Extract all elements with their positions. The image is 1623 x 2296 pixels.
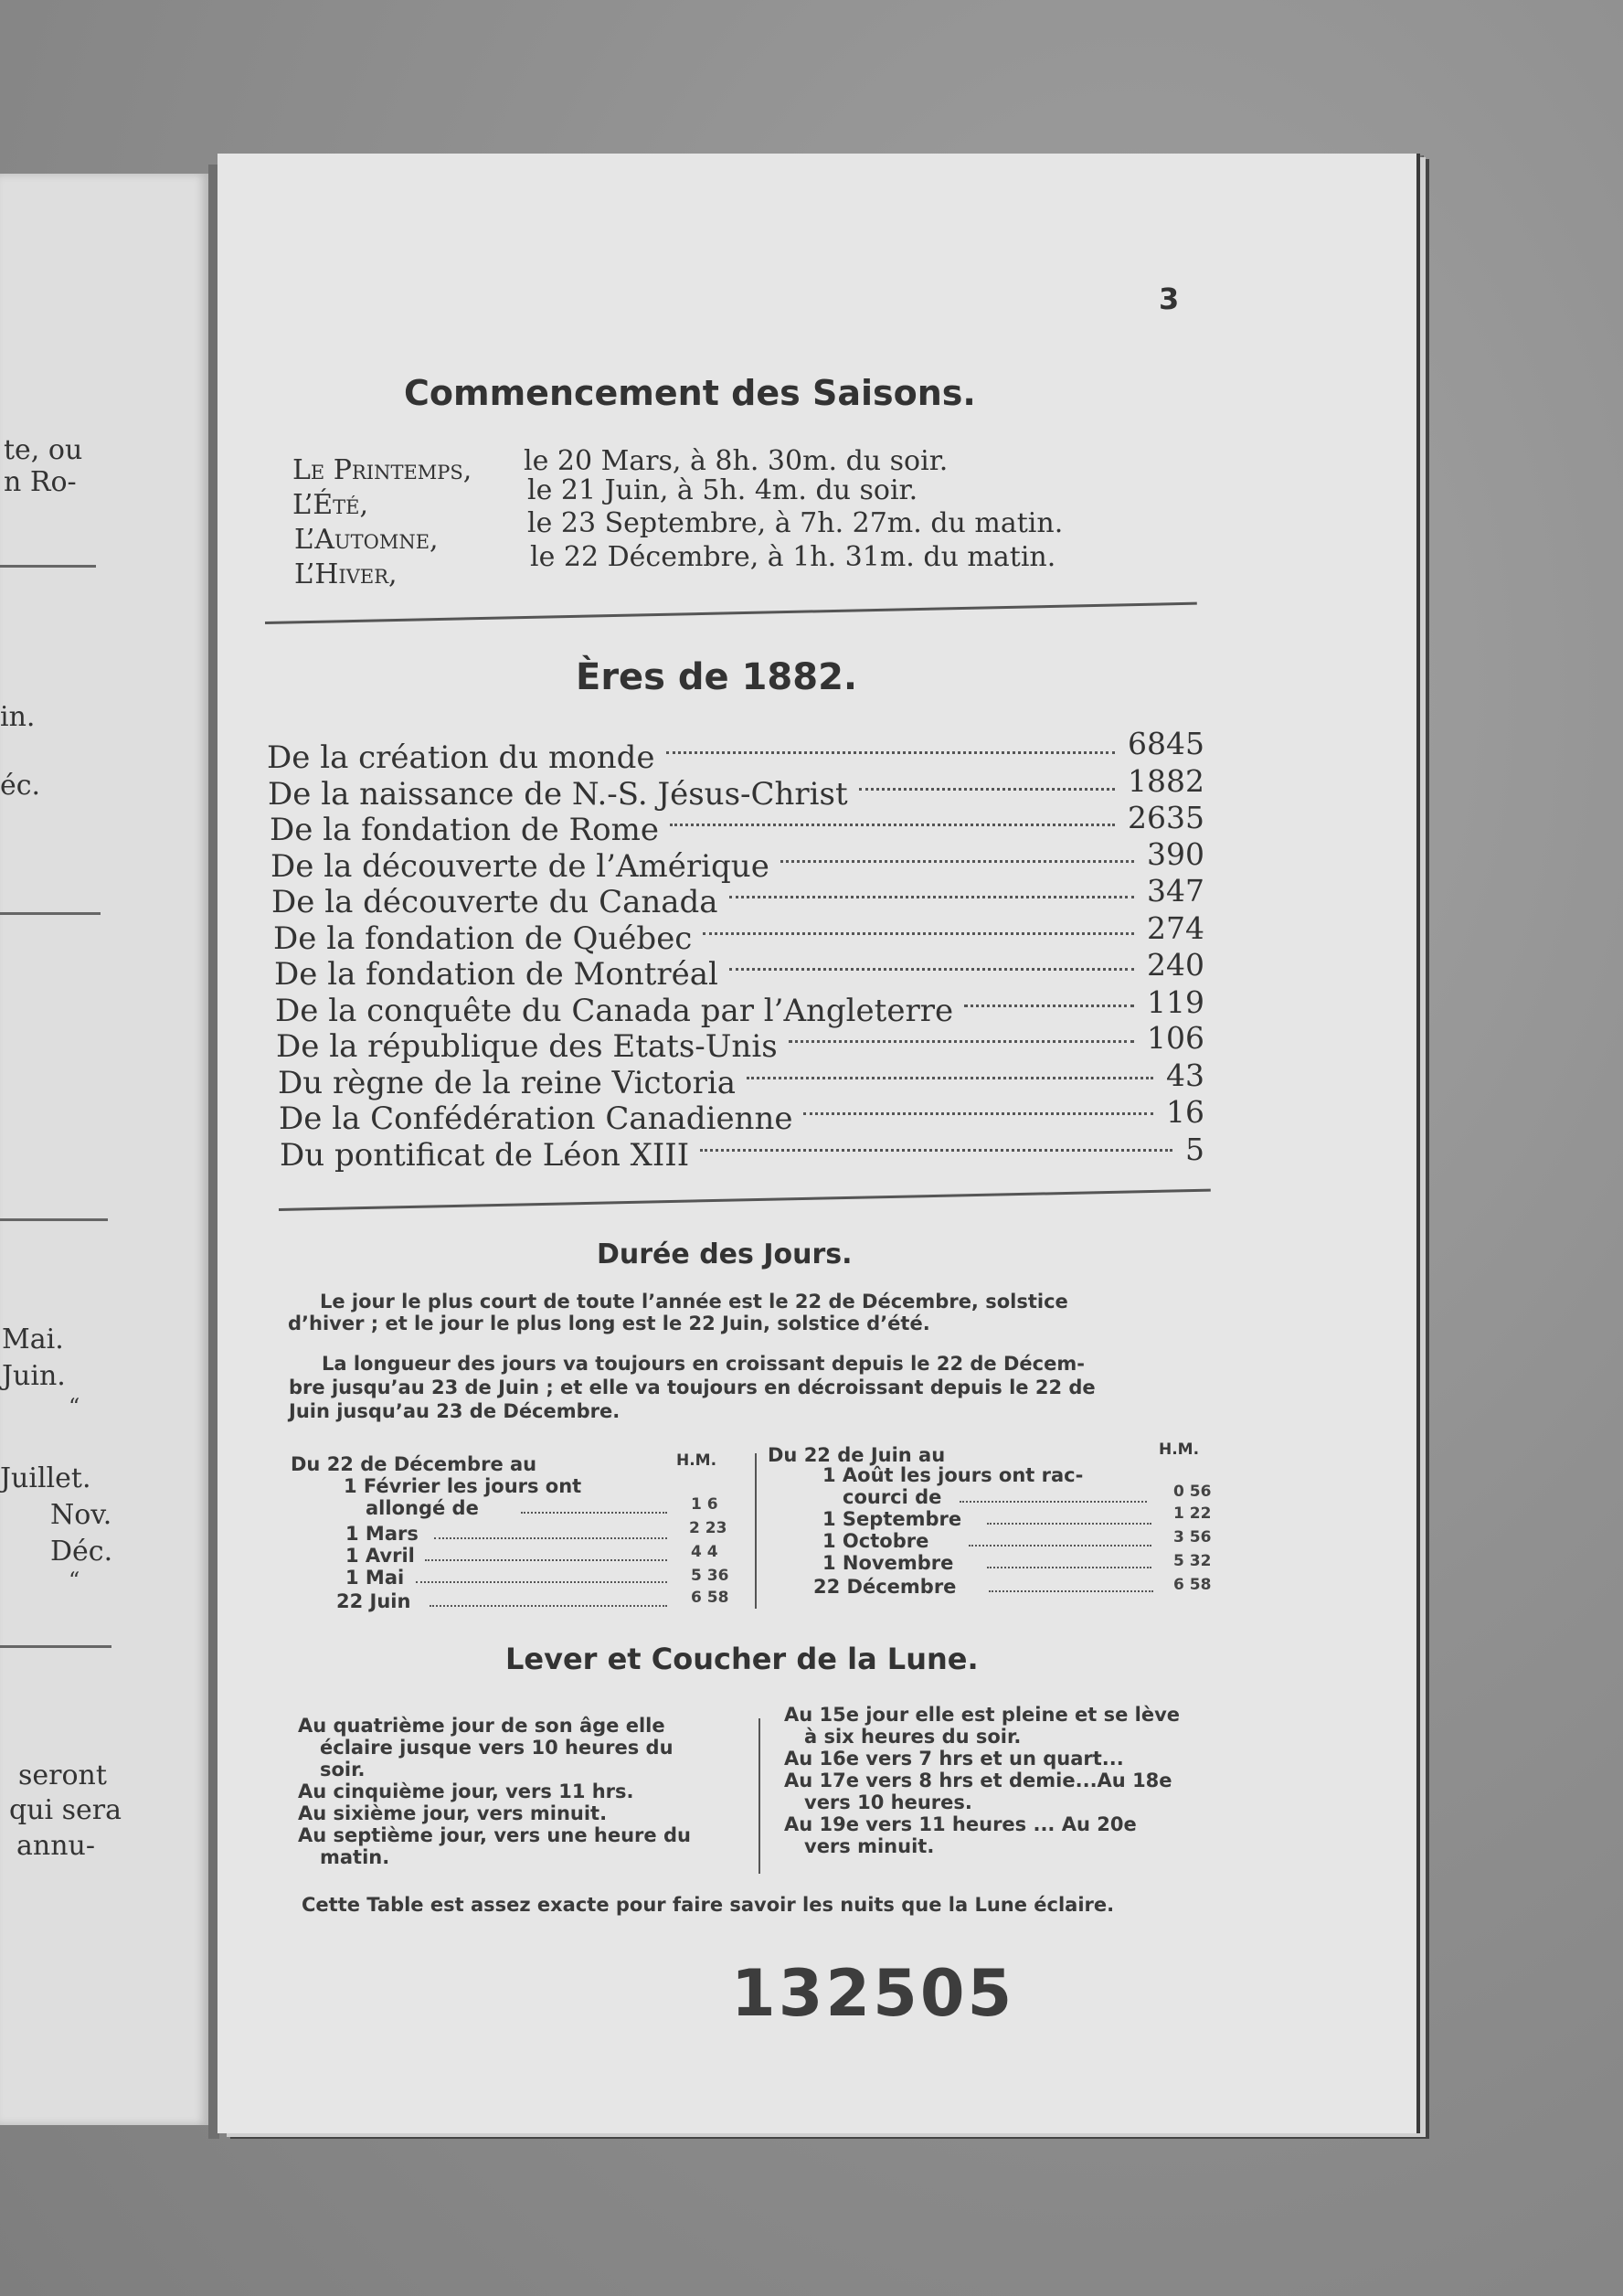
moon-left-line: Au sixième jour, vers minuit. [298,1802,608,1824]
left-page-fragment: seront [18,1759,107,1791]
stamp-number: 132505 [731,1956,1015,2031]
left-page-rule [0,1645,111,1648]
moon-left-line: éclaire jusque vers 10 heures du [320,1737,674,1759]
season-name: L’Hiver, [294,558,398,590]
season-date: le 21 Juin, à 5h. 4m. du soir. [527,474,918,506]
season-date: le 22 Décembre, à 1h. 31m. du matin. [530,541,1056,573]
days-paragraph-line: d’hiver ; et le jour le plus long est le 22 Juin, solstice d’été. [288,1313,930,1334]
left-table-sub: allongé de [366,1497,479,1519]
era-value: 106 [1147,1020,1204,1056]
era-label: De la création du monde [267,739,655,776]
moon-right-line: à six heures du soir. [804,1726,1022,1748]
era-value: 240 [1147,947,1204,983]
leader-dots [425,1559,667,1561]
left-table-heading: Du 22 de Décembre au [291,1453,537,1475]
left-page-rule [0,1218,108,1221]
season-name: L’Été, [292,489,369,521]
leader-dots [700,1149,1172,1152]
season-name: Le Printemps, [292,454,472,486]
left-page-fragment: annu- [16,1830,95,1862]
left-page-fragment: éc. [0,770,41,802]
left-page-fragment: te, ou [4,434,83,466]
era-label: De la conquête du Canada par l’Angleterre [275,993,954,1029]
left-table-label: 1 Mai [345,1567,405,1589]
leader-dots [747,1077,1153,1079]
leader-dots [666,751,1115,754]
moon-right-line: vers minuit. [804,1835,935,1857]
moon-right-line: Au 19e vers 11 heures ... Au 20e [784,1813,1137,1835]
leader-dots [859,788,1115,791]
leader-dots [780,860,1134,863]
era-label: Du règne de la reine Victoria [278,1065,737,1101]
days-title: Durée des Jours. [597,1238,853,1270]
right-table-value: 1 22 [1173,1504,1212,1523]
left-page-rule [0,912,101,915]
right-table-label: 1 Septembre [822,1508,962,1530]
leader-dots [803,1112,1153,1115]
era-label: Du pontificat de Léon XIII [280,1137,690,1174]
moon-right-line: Au 16e vers 7 hrs et un quart... [784,1748,1124,1770]
left-table-value: 2 23 [689,1519,727,1537]
right-table-sub: courci de [843,1486,942,1508]
table-divider [755,1453,757,1609]
leader-dots [521,1512,667,1514]
era-label: De la découverte du Canada [271,884,718,920]
era-value: 119 [1147,984,1204,1020]
right-table-label: 1 Novembre [822,1552,954,1574]
left-page [0,174,208,2125]
moon-right-line: Au 15e jour elle est pleine et se lève [784,1704,1181,1726]
era-label: De la république des Etats-Unis [276,1028,778,1065]
season-date: le 23 Septembre, à 7h. 27m. du matin. [527,507,1064,539]
left-table-value: 6 58 [691,1589,729,1607]
season-name: L’Automne, [294,524,439,556]
left-page-fragment: Nov. [50,1499,112,1531]
leader-dots [703,932,1134,935]
left-table-value: 1 6 [691,1495,718,1514]
era-label: De la découverte de l’Amérique [270,848,769,885]
era-label: De la fondation de Montréal [274,956,718,993]
season-date: le 20 Mars, à 8h. 30m. du soir. [524,445,949,477]
seasons-title: Commencement des Saisons. [404,373,976,413]
moon-right-line: vers 10 heures. [804,1791,972,1813]
page-number: 3 [1159,282,1180,316]
left-page-fragment: Juillet. [0,1462,91,1494]
left-table-hm: H.M. [676,1451,717,1470]
left-table-label: 1 Avril [345,1545,415,1567]
days-paragraph-line: La longueur des jours va toujours en croissant depuis le 22 de Décem- [322,1353,1085,1375]
leader-dots [960,1501,1147,1503]
leader-dots [987,1567,1151,1568]
era-value: 16 [1166,1094,1204,1130]
leader-dots [670,824,1115,826]
left-page-fragment: Déc. [50,1536,113,1568]
moon-left-line: Au quatrième jour de son âge elle [298,1715,665,1737]
right-table-value: 5 32 [1173,1552,1212,1570]
leader-dots [989,1590,1153,1592]
leader-dots [416,1581,667,1583]
right-table-label: 22 Décembre [813,1576,957,1598]
left-table-sub: 1 Février les jours ont [344,1475,582,1497]
moon-column-divider [758,1718,760,1874]
left-table-label: 22 Juin [336,1590,411,1612]
era-value: 5 [1185,1132,1204,1167]
leader-dots [434,1537,667,1539]
days-paragraph-line: bre jusqu’au 23 de Juin ; et elle va toujours en décroissant depuis le 22 de [289,1377,1096,1398]
era-value: 347 [1147,873,1204,909]
moon-left-line: soir. [320,1759,366,1780]
left-page-fragment: Mai. [2,1323,64,1355]
era-label: De la naissance de N.-S. Jésus-Christ [268,776,848,813]
right-table-value: 6 58 [1173,1576,1212,1594]
right-table-heading: Du 22 de Juin au [768,1444,946,1466]
leader-dots [964,1004,1134,1007]
left-page-fragment: “ [69,1394,80,1419]
days-paragraph-line: Juin jusqu’au 23 de Décembre. [289,1400,621,1422]
era-value: 390 [1147,836,1204,872]
era-value: 1882 [1128,763,1204,799]
left-page-fragment: in. [0,701,36,733]
moon-title: Lever et Coucher de la Lune. [505,1642,979,1676]
right-table-sub: 1 Août les jours ont rac- [822,1464,1084,1486]
left-page-fragment: “ [69,1568,80,1593]
left-page-fragment: n Ro- [4,466,77,498]
moon-note: Cette Table est assez exacte pour faire savoir les nuits que la Lune éclaire. [302,1894,1115,1916]
leader-dots [987,1523,1151,1525]
era-value: 43 [1166,1058,1204,1093]
days-paragraph-line: Le jour le plus court de toute l’année est le 22 de Décembre, solstice [320,1291,1068,1313]
left-page-fragment: Juin. [2,1360,66,1392]
era-label: De la fondation de Rome [270,812,659,848]
moon-left-line: Au septième jour, vers une heure du [298,1824,691,1846]
leader-dots [430,1605,667,1607]
right-table-value: 0 56 [1173,1483,1212,1501]
leader-dots [729,968,1134,971]
left-table-value: 4 4 [691,1543,718,1561]
left-table-label: 1 Mars [345,1523,419,1545]
right-table-hm: H.M. [1159,1440,1200,1459]
era-value: 2635 [1128,800,1204,835]
leader-dots [789,1040,1134,1043]
leader-dots [969,1545,1151,1547]
leader-dots [729,896,1134,898]
moon-right-line: Au 17e vers 8 hrs et demie...Au 18e [784,1770,1172,1791]
eras-title: Ères de 1882. [576,656,858,698]
era-value: 6845 [1128,726,1204,761]
left-page-rule [0,565,96,568]
right-table-label: 1 Octobre [822,1530,929,1552]
era-label: De la fondation de Québec [273,920,693,957]
left-page-fragment: qui sera [9,1794,122,1826]
left-table-value: 5 36 [691,1567,729,1585]
era-value: 274 [1147,910,1204,946]
right-table-value: 3 56 [1173,1528,1212,1547]
moon-left-line: Au cinquième jour, vers 11 hrs. [298,1780,634,1802]
moon-left-line: matin. [320,1846,390,1868]
era-label: De la Confédération Canadienne [279,1100,793,1137]
